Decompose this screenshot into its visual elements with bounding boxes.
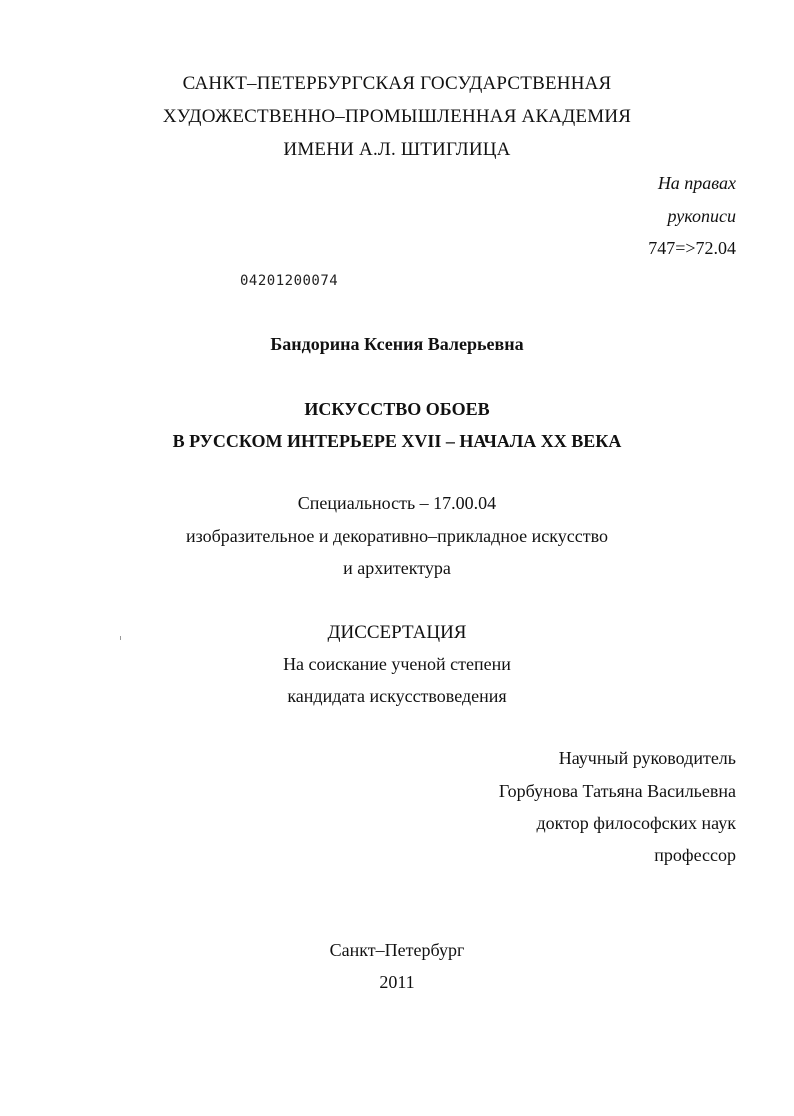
classification-code: 747=>72.04 <box>648 238 736 258</box>
author-name: Бандорина Ксения Валерьевна <box>270 334 524 354</box>
institution-line-3: ИМЕНИ А.Л. ШТИГЛИЦА <box>283 139 511 160</box>
supervisor-label: Научный руководитель <box>558 748 736 768</box>
dissertation-line-1: На соискание ученой степени <box>283 654 511 674</box>
manuscript-note-line-2: рукописи <box>667 206 736 226</box>
dissertation-line-2: кандидата искусствоведения <box>287 686 507 706</box>
institution-line-2: ХУДОЖЕСТВЕННО–ПРОМЫШЛЕННАЯ АКАДЕМИЯ <box>162 106 632 127</box>
title-line-1: ИСКУССТВО ОБОЕВ <box>304 399 490 419</box>
title-line-2: В РУССКОМ ИНТЕРЬЕРЕ XVII – НАЧАЛА XX ВЕКА <box>172 431 622 451</box>
supervisor-rank: профессор <box>654 845 736 865</box>
specialty-line-3: и архитектура <box>343 558 451 578</box>
footer-city: Санкт–Петербург <box>329 940 465 960</box>
supervisor-name: Горбунова Татьяна Васильевна <box>498 781 736 801</box>
dissertation-heading: ДИССЕРТАЦИЯ <box>327 622 467 643</box>
institution-line-1: САНКТ–ПЕТЕРБУРГСКАЯ ГОСУДАРСТВЕННАЯ <box>182 73 612 94</box>
manuscript-note-line-1: На правах <box>657 173 736 193</box>
specialty-line-2: изобразительное и декоративно–прикладное искусство <box>186 526 608 546</box>
registration-number: 04201200074 <box>240 273 339 289</box>
footer-year: 2011 <box>379 972 415 992</box>
supervisor-degree: доктор философских наук <box>536 813 736 833</box>
specialty-line-1: Специальность – 17.00.04 <box>297 493 497 513</box>
